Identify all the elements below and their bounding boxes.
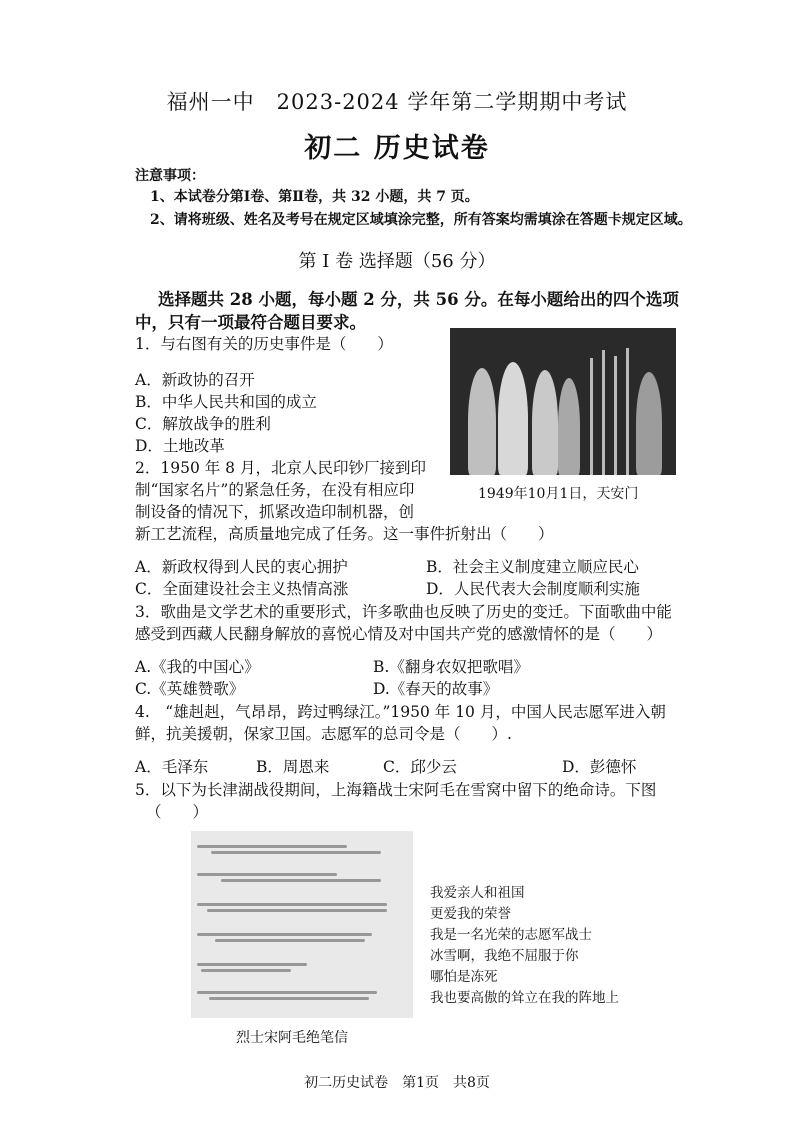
poem-line: 我是一名光荣的志愿军战士 — [430, 927, 592, 943]
section-instruction: 选择题共 28 小题，每小题 2 分，共 56 分。在每小题给出的四个选项 — [158, 290, 679, 309]
section-instruction: 中，只有一项最符合题目要求。 — [135, 313, 366, 332]
question-1-option-b: B．中华人民共和国的成立 — [135, 393, 317, 411]
notice-title: 注意事项： — [135, 168, 205, 184]
question-5-stem: （ ） — [146, 803, 209, 821]
poem-line: 冰雪啊，我绝不屈服于你 — [430, 948, 579, 964]
question-2-option-b: B．社会主义制度建立顺应民心 — [426, 558, 639, 576]
question-5-stem: 5．以下为长津湖战役期间，上海籍战士宋阿毛在雪窝中留下的绝命诗。下图 — [135, 781, 657, 799]
poem-line: 我爱亲人和祖国 — [430, 885, 525, 901]
question-4-stem: 4. “雄赳赳，气昂昂，跨过鸭绿江。”1950 年 10 月，中国人民志愿军进入朝 — [135, 703, 666, 721]
question-2-stem: 制“国家名片”的紧急任务，在没有相应印 — [135, 481, 415, 499]
question-3-option-a: A.《我的中国心》 — [135, 658, 260, 676]
handwritten-letter-image — [191, 831, 413, 1018]
question-1-option-a: A．新政协的召开 — [135, 371, 255, 389]
question-4-option-d: D．彭德怀 — [562, 758, 637, 776]
question-2-option-d: D．人民代表大会制度顺利实施 — [426, 580, 640, 598]
question-4-option-a: A．毛泽东 — [135, 758, 209, 776]
question-2-stem: 2．1950 年 8 月，北京人民印钞厂接到印 — [135, 459, 426, 477]
question-3-option-c: C.《英雄赞歌》 — [135, 680, 245, 698]
question-2-option-a: A．新政权得到人民的衷心拥护 — [135, 558, 348, 576]
notice-item: 2、请将班级、姓名及考号在规定区域填涂完整，所有答案均需填涂在答题卡规定区域。 — [150, 212, 692, 228]
question-1-option-d: D．土地改革 — [135, 437, 225, 455]
letter-caption: 烈士宋阿毛绝笔信 — [236, 1030, 348, 1046]
question-2-stem: 新工艺流程，高质量地完成了任务。这一事件折射出（ ） — [135, 525, 554, 543]
founding-ceremony-photo — [450, 328, 676, 475]
question-3-option-d: D.《春天的故事》 — [373, 680, 499, 698]
question-2-stem: 制设备的情况下，抓紧改造印制机器，创 — [135, 503, 415, 521]
notice-item: 1、本试卷分第Ⅰ卷、第Ⅱ卷，共 32 小题，共 7 页。 — [150, 189, 479, 205]
question-3-stem: 感受到西藏人民翻身解放的喜悦心情及对中国共产党的感激情怀的是（ ） — [135, 625, 663, 643]
poem-line: 我也要高傲的耸立在我的阵地上 — [430, 990, 619, 1006]
question-3-option-b: B.《翻身农奴把歌唱》 — [373, 658, 529, 676]
exam-school-line: 福州一中 2023-2024 学年第二学期期中考试 — [166, 90, 628, 114]
page-footer: 初二历史试卷 第1页 共8页 — [304, 1075, 490, 1091]
question-4-option-b: B．周恩来 — [256, 758, 330, 776]
question-1-option-c: C．解放战争的胜利 — [135, 415, 271, 433]
poem-line: 更爱我的荣誉 — [430, 906, 511, 922]
section-title: 第 I 卷 选择题（56 分） — [298, 251, 496, 272]
poem-line: 哪怕是冻死 — [430, 969, 498, 985]
photo-caption: 1949年10月1日，天安门 — [478, 486, 639, 502]
question-1-stem: 1．与右图有关的历史事件是（ ） — [135, 335, 393, 353]
exam-subject-title: 初二 历史试卷 — [304, 133, 490, 164]
question-2-option-c: C．全面建设社会主义热情高涨 — [135, 580, 349, 598]
question-4-option-c: C．邱少云 — [383, 758, 457, 776]
question-4-stem: 鲜，抗美援朝，保家卫国。志愿军的总司令是（ ）. — [135, 725, 512, 743]
question-3-stem: 3．歌曲是文学艺术的重要形式，许多歌曲也反映了历史的变迁。下面歌曲中能 — [135, 603, 672, 621]
